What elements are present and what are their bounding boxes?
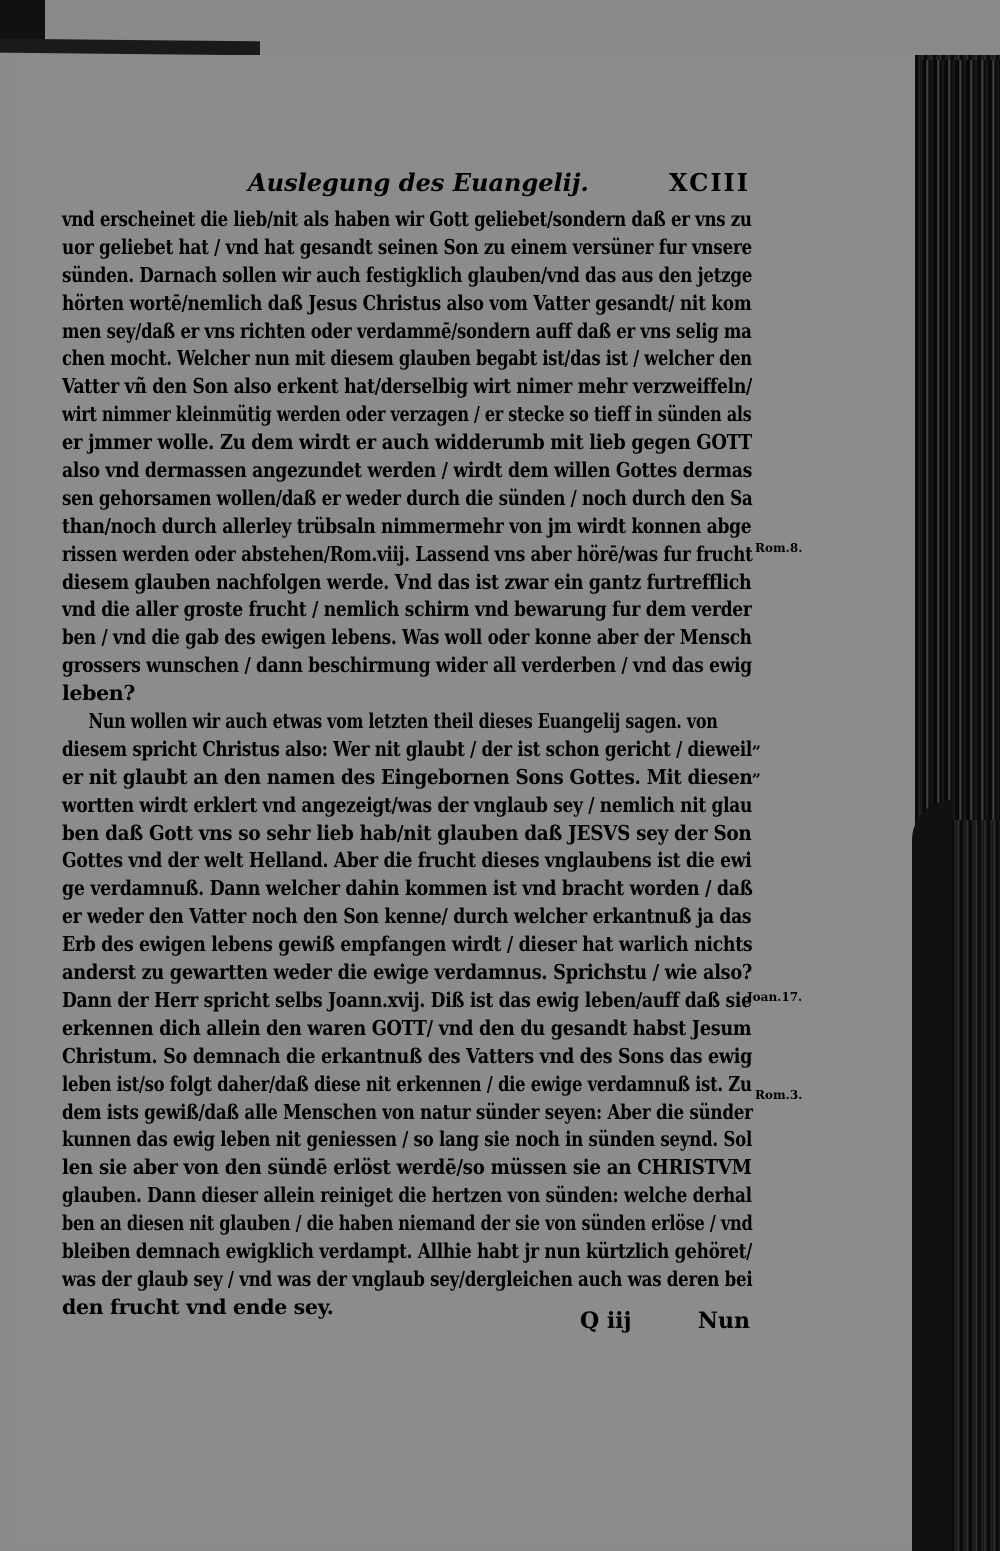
- text-line: diesem glauben nachfolgen werde. Vnd das ist zwar ein gantz furtrefflich: [62, 569, 752, 594]
- text-line: also vnd dermassen angezundet werden / wirdt dem willen Gottes dermas: [62, 458, 752, 483]
- text-line: len sie aber von den sündē erlöst werdē/so müssen sie an CHRISTVM: [62, 1155, 752, 1180]
- signature-mark: Q iij: [580, 1308, 632, 1334]
- text-line: than/noch durch allerley trübsaln nimmermehr von jm wirdt konnen abge: [62, 513, 752, 538]
- text-line: Dann der Herr spricht selbs Joann.xvij. Diß ist das ewig leben/auff daß sie: [62, 987, 752, 1012]
- text-line: Erb des ewigen lebens gewiß empfangen wirdt / dieser hat warlich nichts: [62, 932, 753, 957]
- text-line: leben?: [62, 681, 136, 706]
- margin-quote-mark: „: [752, 733, 762, 752]
- text-line: bleiben demnach ewigklich verdampt. Allhie habt jr nun kürtzlich gehöret/: [62, 1238, 753, 1263]
- text-line: Christum. So demnach die erkantnuß des Vatters vnd des Sons das ewig: [62, 1043, 753, 1068]
- text-line: was der glaub sey / vnd was der vnglaub sey/dergleichen auch was deren bei: [62, 1266, 753, 1291]
- text-line: grossers wunschen / dann beschirmung wider all verderben / vnd das ewig: [62, 653, 752, 678]
- binding-shadow: [912, 800, 952, 1551]
- text-line: chen mocht. Welcher nun mit diesem glauben begabt ist/das ist / welcher den: [62, 346, 752, 371]
- running-header: [60, 168, 750, 202]
- text-line: ben / vnd die gab des ewigen lebens. Was woll oder konne aber der Mensch: [62, 625, 752, 650]
- text-line: er jmmer wolle. Zu dem wirdt er auch widderumb mit lieb gegen GOTT: [62, 430, 752, 455]
- body-text: [62, 206, 752, 1322]
- text-line: den frucht vnd ende sey.: [62, 1294, 334, 1319]
- text-line: sünden. Darnach sollen wir auch festigklich glauben/vnd das aus den jetzge: [62, 262, 753, 287]
- text-line: men sey/daß er vns richten oder verdammē/sondern auff daß er vns selig ma: [62, 318, 752, 343]
- text-line: ben daß Gott vns so sehr lieb hab/nit glauben daß JESVS sey der Son: [62, 820, 752, 845]
- margin-note-rom8: Rom.8.: [755, 541, 803, 555]
- page-stack-edge-upper: [922, 60, 1000, 820]
- text-line: er nit glaubt an den namen des Eingebornen Sons Gottes. Mit diesen: [62, 764, 753, 789]
- text-line: Gottes vnd der welt Helland. Aber die frucht dieses vnglaubens ist die ewi: [62, 848, 752, 873]
- text-line: sen gehorsamen wollen/daß er weder durch die sünden / noch durch den Sa: [62, 485, 753, 510]
- margin-note-rom3: Rom.3.: [755, 1088, 803, 1102]
- scan-edge-shadow: [0, 39, 260, 56]
- margin-note-joan17: Joan.17.: [747, 990, 803, 1004]
- text-line: vnd die aller groste frucht / nemlich schirm vnd bewarung fur dem verder: [62, 597, 752, 622]
- text-line: hörten wortē/nemlich daß Jesus Christus also vom Vatter gesandt/ nit kom: [62, 290, 752, 315]
- text-line: uor geliebet hat / vnd hat gesandt seinen Son zu einem versüner fur vnsere: [62, 234, 752, 259]
- margin-quote-mark: „: [752, 761, 762, 780]
- running-title: Auslegung des Euangelij.: [248, 168, 589, 197]
- text-line: glauben. Dann dieser allein reiniget die hertzen von sünden: welche derhal: [62, 1183, 752, 1208]
- text-line: anderst zu gewartten weder die ewige verdamnus. Sprichstu / wie also?: [62, 960, 753, 985]
- catchword: Nun: [697, 1308, 750, 1334]
- text-line: ge verdamnuß. Dann welcher dahin kommen ist vnd bracht worden / daß: [62, 876, 753, 901]
- text-line: ben an diesen nit glauben / die haben niemand der sie von sünden erlöse / vnd: [62, 1211, 753, 1236]
- page-footer: [580, 1308, 750, 1338]
- text-line: leben ist/so folgt daher/daß diese nit erkennen / die ewige verdamnuß ist. Zu: [62, 1071, 752, 1096]
- text-line: Vatter vñ den Son also erkent hat/derselbig wirt nimer mehr verzweiffeln/: [62, 374, 753, 399]
- text-line: Nun wollen wir auch etwas vom letzten theil dieses Euangelij sagen. von: [88, 709, 718, 734]
- folio-number: XCIII: [669, 168, 750, 197]
- text-line: vnd erscheinet die lieb/nit als haben wir Gott geliebet/sondern daß er vns zu: [62, 207, 752, 231]
- text-line: erkennen dich allein den waren GOTT/ vnd den du gesandt habst Jesum: [62, 1015, 752, 1040]
- text-line: rissen werden oder abstehen/Rom.viij. Lassend vns aber hörē/was fur frucht: [62, 541, 753, 566]
- text-line: wortten wirdt erklert vnd angezeigt/was der vnglaub sey / nemlich nit glau: [62, 792, 753, 817]
- text-line: dem ists gewiß/daß alle Menschen von natur sünder seyen: Aber die sünder: [62, 1099, 753, 1124]
- text-line: wirt nimmer kleinmütig werden oder verzagen / er stecke so tieff in sünden als: [62, 402, 752, 427]
- text-line: er weder den Vatter noch den Son kenne/ durch welcher erkantnuß ja das: [62, 904, 752, 929]
- text-line: diesem spricht Christus also: Wer nit glaubt / der ist schon gericht / dieweil: [62, 736, 752, 761]
- text-line: kunnen das ewig leben nit geniessen / so lang sie noch in sünden seynd. Sol: [62, 1127, 753, 1152]
